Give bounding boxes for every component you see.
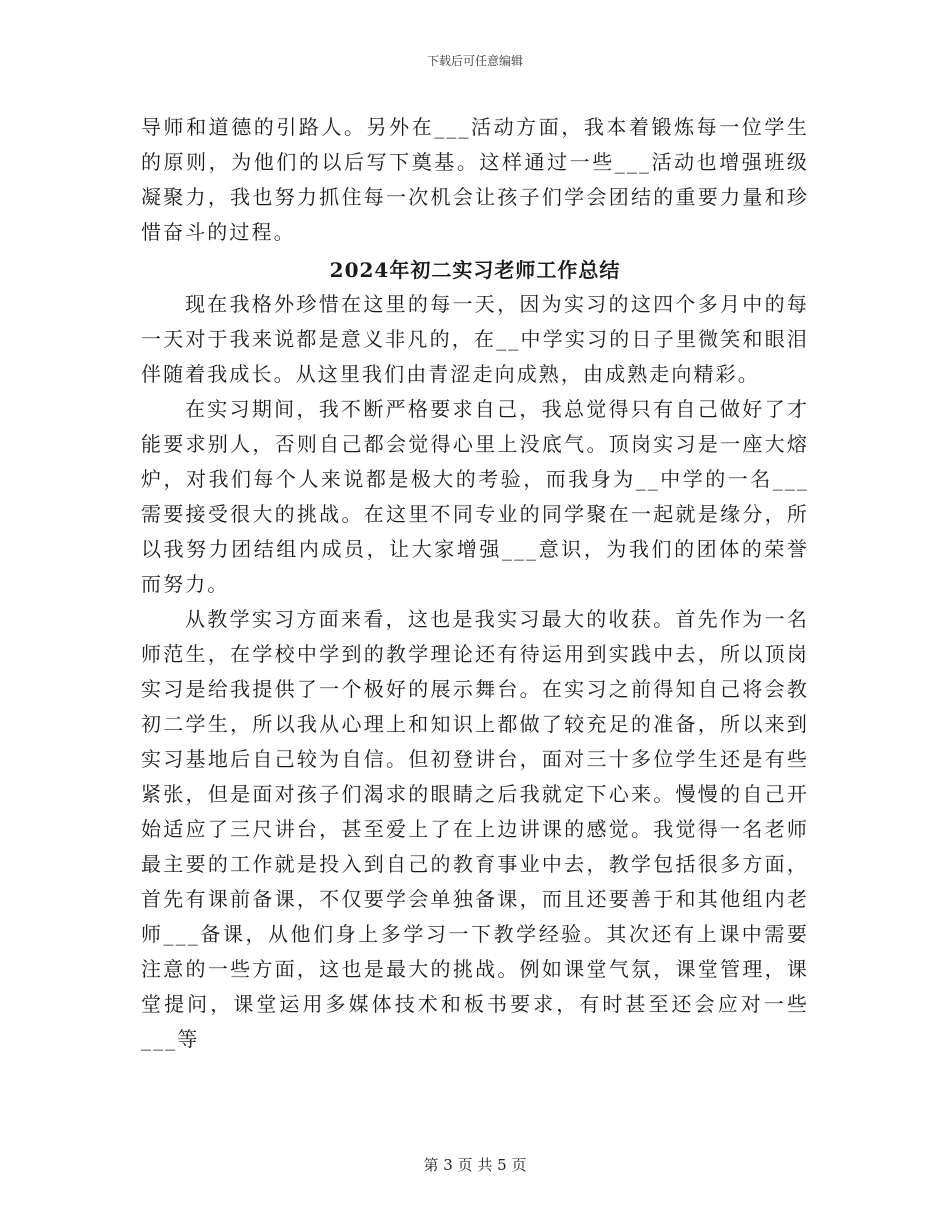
page-footer: 第 3 页 共 5 页: [423, 1156, 527, 1174]
paragraph: 从教学实习方面来看，这也是我实习最大的收获。首先作为一名师范生，在学校中学到的教学理论还有待运用到实践中去，所以顶岗实习是给我提供了一个极好的展示舞台。在实习之前得知自己将会教初二学生，所以我从心理上和知识上都做了较充足的准备，所以来到实习基地后自己较为自信。但初登讲台，面对三十多位学生还是有些紧张，但是面对孩子们渴求的眼睛之后我就定下心来。慢慢的自己开始适应了三尺讲台，甚至爱上了在上边讲课的感觉。我觉得一名老师最主要的工作就是投入到自己的教育事业中去，教学包括很多方面，首先有课前备课，不仅要学会单独备课，而且还要善于和其他组内老师___备课，从他们身上多学习一下教学经验。其次还有上课中需要注意的一些方面，这也是最大的挑战。例如课堂气氛，课堂管理，课堂提问，课堂运用多媒体技术和板书要求，有时甚至还会应对一些___等: [141, 607, 809, 1051]
paragraph: 在实习期间，我不断严格要求自己，我总觉得只有自己做好了才能要求别人，否则自己都会觉得心里上没底气。顶岗实习是一座大熔炉，对我们每个人来说都是极大的考验，而我身为__中学的一名___需要接受很大的挑战。在这里不同专业的同学聚在一起就是缘分，所以我努力团结组内成员，让大家增强___意识，为我们的团体的荣誉而努力。: [141, 397, 809, 596]
section-title: 2024年初二实习老师工作总结: [329, 258, 621, 282]
paragraph: 现在我格外珍惜在这里的每一天，因为实习的这四个多月中的每一天对于我来说都是意义非凡的，在__中学实习的日子里微笑和眼泪伴随着我成长。从这里我们由青涩走向成熟，由成熟走向精彩。: [141, 292, 809, 386]
page-header: 下载后可任意编辑: [426, 54, 523, 68]
intro-paragraph: 导师和道德的引路人。另外在___活动方面，我本着锻炼每一位学生的原则，为他们的以后写下奠基。这样通过一些___活动也增强班级凝聚力，我也努力抓住每一次机会让孩子们学会团结的重要力量和珍惜奋斗的过程。: [141, 115, 809, 244]
document-body: [141, 110, 809, 1057]
